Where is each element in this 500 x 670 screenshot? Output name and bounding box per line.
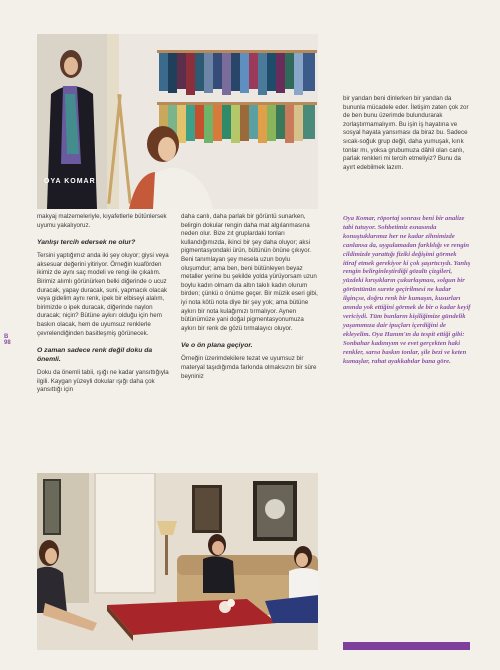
page-number — [4, 334, 11, 346]
paragraph: Doku da önemli tabii, ışığı ne kadar yansıttığıyla ilgili. Kaygan yüzeyli dokular ışığı daha çok yansıttığı için — [37, 369, 169, 394]
accent-bar — [343, 642, 470, 650]
page-digits: 98 — [4, 340, 11, 346]
photo-interview-room — [37, 473, 318, 650]
paragraph: makyaj malzemeleriyle, kıyafetlerle bütünlersek uyumu yakalıyoruz. — [37, 213, 167, 229]
highlight-paragraph: Oya Komar, röportaj sonrası beni bir analize tabi tutuyor. Sohbetimiz esnasında konuştuklarımız her ne kadar zihnimizde canlansa da, uygulamadan farklılığı ve rengin cildimizde yarattığı fiziki değişimi görmek itiraf etmek gerekiyor ki çok şaşırtıcıydı. Yanlış rengin belirginleştirdiği gözaltı çizgileri, yüzdeki kırışıkların çukurlaşması, solgun bir görüntünün surete geçirilmesi ne kadar ilginçse, doğru renk bir kumaşın, kusurları anında yok ettiğini görmek de bir o kadar keyif vericiydi. Tüm bunların kişiliğimize gündelik yaşamımıza dair ipuçları içerdiğini de ekleyelim. Oya Hanım'ın da tespit ettiği gibi: Sonbahar kadınıyım ve evet gerçekten haki renkler, sarısı baskın tonlar, şile bezi ve keten kumaşlar, rahat ayakkabılar bana göre. — [343, 215, 471, 365]
photo-illustration-bottom — [37, 473, 318, 650]
paragraph: Tersini yaptığımız anda iki şey oluyor; giysi veya aksesuar değerini yitiriyor. Örneğin kuaförden ikimiz de aynı saç modeli ve rengi ile çıkalım. Birimiz alımlı görünürken belki diğerinde o ucuz duracak, yapay duracak, suni, yapmacık olacak veya gidelim aynı renk, ipek bir elbiseyi alalım, birimizde o ipek duracak, diğerinde naylon duracak; niçin? Bütüne aykırı olduğu için hem baskın olacak, hem de uyumsuz renklerle çevrelendiğinden basitleşmiş görünecek. — [37, 252, 169, 337]
page-letter: B — [4, 334, 9, 340]
question-heading: Yanlışı tercih edersek ne olur? — [37, 239, 136, 247]
text-column-3 — [343, 95, 470, 180]
text-column-2 — [181, 213, 318, 389]
paragraph: daha canlı, daha parlak bir görüntü sunarken, belirgin dokular rengin daha mat algılanmasına neden olur. Bize zıt gruplardaki tonları kullandığımızda, ikinci bir şey daha oluyor; aksi pigmentasyondaki ürün, bütünün önüne çıkıyor. Beni tanımlayan şey mesela uzun boylu oluşumdur; ama ben, beni bütünleyen beyaz metaller yerine bu şekilde yolda yürüyorsam uzun boylu kadın olmam da altın takılı kadın olurum birden; çünkü o önüme geçer. Bir müzik eseri gibi, iyi nota kötü nota diye bir şey yok; ama bütüne aykırı bir nota kulağımızı tırmalıyor. Aynen bütünümüze yani doğal pigmentasyonumuza aykırı bir renk de gözü tırmalayıcı oluyor. — [181, 213, 318, 332]
paragraph: bir yandan beni dinlerken bir yandan da bununla mücadele eder. İletişim zaten çok zor de ben bunu üzerimde bulundurarak zorlaştırmamalıyım. Bu işin iş hayatına ve sosyal hayata yansıması da biraz bu. Sadece sıcak-soğuk grup değil, daha yumuşak, kırık tonlar mı, yoksa grubumuza dâhil olan canlı, parlak renkleri mi tercih etmeliyiz? Bunu da ayırt edebilmek lazım. — [343, 95, 469, 171]
text-column-1 — [37, 213, 173, 403]
question-heading: O zaman sadece renk değil doku da önemli. — [37, 347, 153, 364]
photo-caption: OYA KOMAR — [44, 178, 96, 185]
paragraph: Örneğin üzerimdekilere tezat ve uyumsuz bir materyal taşıdığımda farkında olmaksızın bir süre beyniniz — [181, 355, 317, 380]
question-heading: Ve o ön plana geçiyor. — [181, 342, 253, 350]
